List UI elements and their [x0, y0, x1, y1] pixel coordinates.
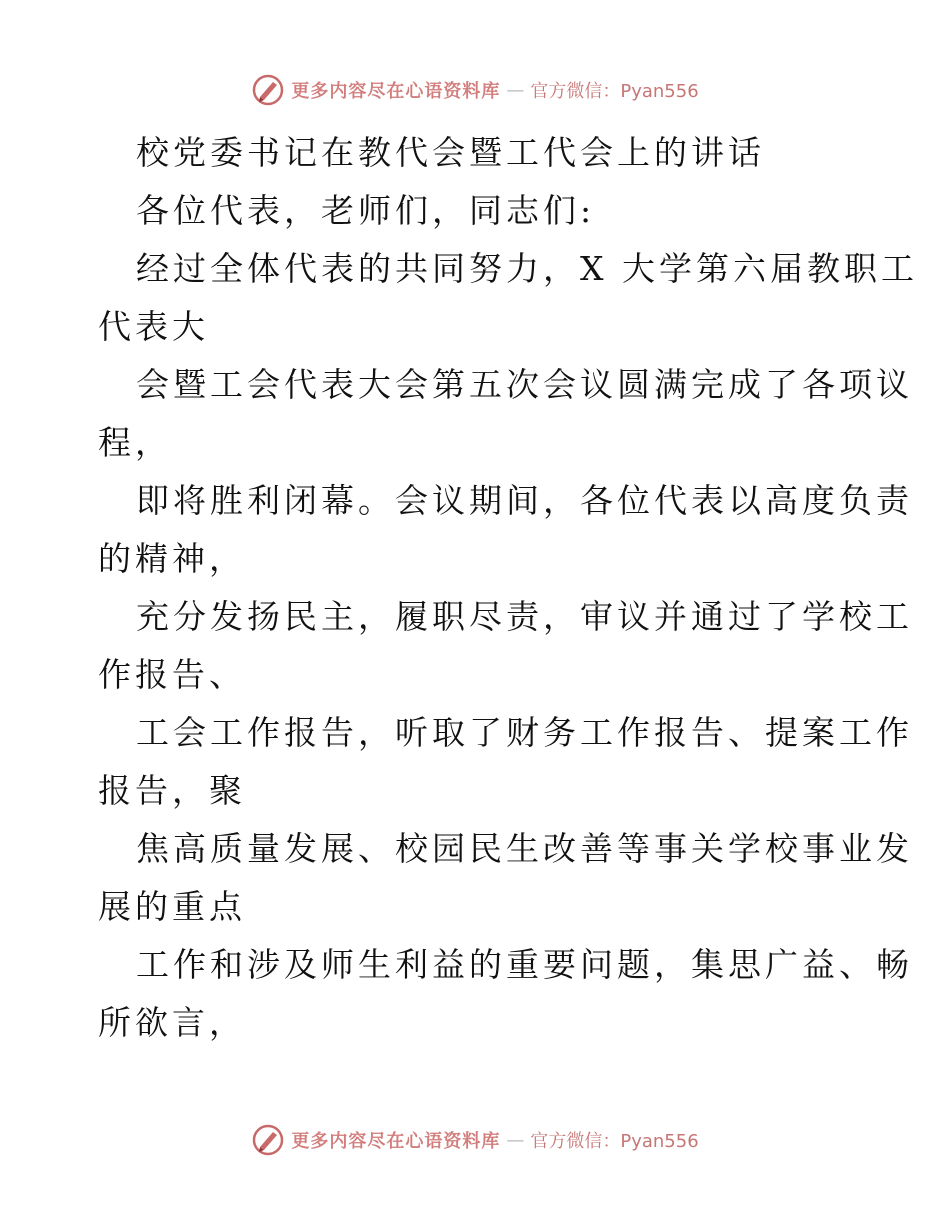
body-line: 会暨工会代表大会第五次会议圆满完成了各项议 — [136, 365, 913, 404]
body-line: 工会工作报告，听取了财务工作报告、提案工作 — [136, 713, 913, 752]
body-line: 焦高质量发展、校园民生改善等事关学校事业发 — [136, 829, 913, 868]
body-line: 作报告、 — [98, 655, 246, 694]
document-title: 校党委书记在教代会暨工代会上的讲话 — [136, 133, 765, 172]
salutation: 各位代表，老师们，同志们: — [136, 191, 596, 230]
document-body — [98, 124, 918, 1052]
body-line: 程， — [98, 423, 172, 462]
body-line: 报告，聚 — [98, 771, 246, 810]
body-line: 代表大 — [98, 307, 209, 346]
pen-logo-icon — [251, 73, 285, 107]
watermark-contact: 官方微信：Pyan556 — [530, 81, 699, 102]
watermark-brand: 更多内容尽在心语资料库 — [291, 81, 501, 102]
footer-watermark — [0, 1120, 950, 1160]
body-line: 所欲言， — [98, 1003, 246, 1042]
body-line: 工作和涉及师生利益的重要问题，集思广益、畅 — [136, 945, 913, 984]
body-line: 的精神， — [98, 539, 246, 578]
pen-logo-icon — [251, 1123, 285, 1157]
body-line: 展的重点 — [98, 887, 246, 926]
watermark-brand: 更多内容尽在心语资料库 — [291, 1131, 501, 1152]
header-watermark — [0, 70, 950, 110]
watermark-separator: — — [506, 1129, 525, 1151]
body-line: 即将胜利闭幕。会议期间，各位代表以高度负责 — [136, 481, 913, 520]
body-line: 经过全体代表的共同努力，X 大学第六届教职工 — [136, 249, 918, 288]
body-line: 充分发扬民主，履职尽责，审议并通过了学校工 — [136, 597, 913, 636]
watermark-contact: 官方微信：Pyan556 — [530, 1131, 699, 1152]
watermark-separator: — — [506, 79, 525, 101]
